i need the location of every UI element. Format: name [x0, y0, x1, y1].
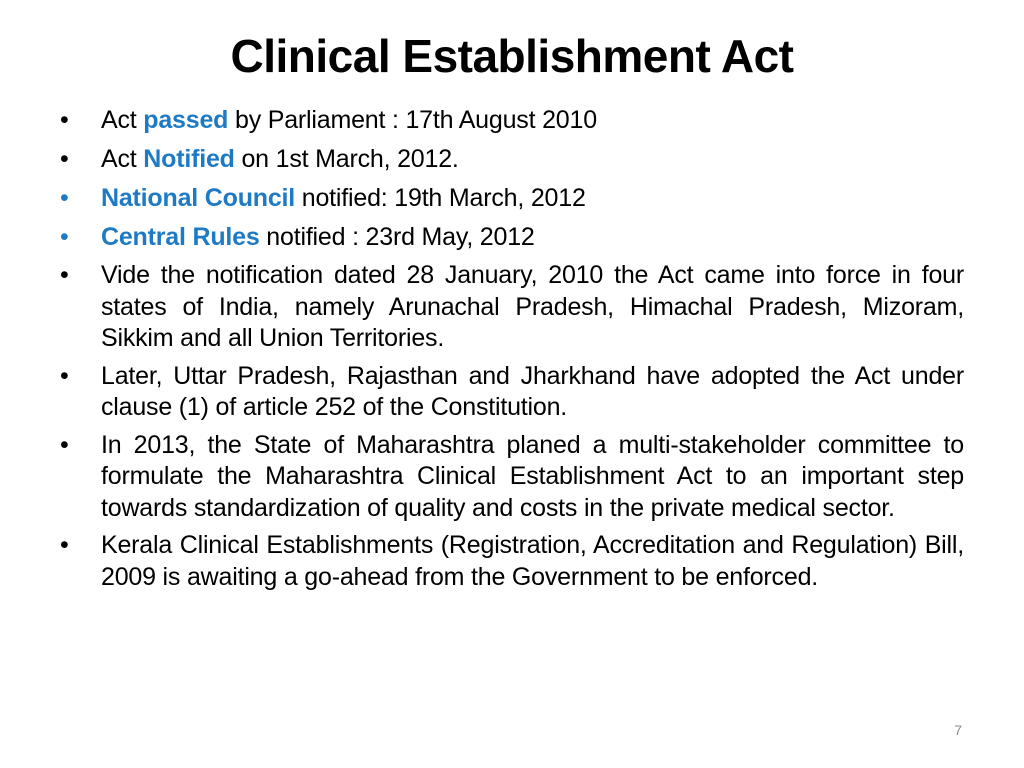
bullet-text: notified : 23rd May, 2012 — [259, 223, 535, 251]
bullet-dot: • — [60, 361, 69, 390]
bullet-text: notified: 19th March, 2012 — [295, 184, 586, 212]
bullet-item-kerala-bill — [60, 530, 964, 593]
bullet-text: Act — [101, 145, 144, 173]
bullet-text: Later, Uttar Pradesh, Rajasthan and Jharkhand have adopted the Act under clause (1) of article 252 of the Constitution. — [101, 361, 964, 421]
bullet-dot: • — [60, 430, 69, 459]
bullet-highlight: Notified — [143, 145, 235, 173]
bullet-dot: • — [60, 223, 69, 251]
bullet-highlight: National Council — [101, 184, 296, 212]
bullet-dot: • — [60, 106, 69, 134]
slide-title: Clinical Establishment Act — [230, 30, 794, 82]
bullet-dot: • — [60, 184, 69, 212]
bullet-dot: • — [60, 531, 69, 559]
bullet-item-national-council — [60, 182, 964, 215]
bullet-dot: • — [60, 261, 69, 289]
bullet-item-act-passed — [60, 104, 964, 137]
bullet-item-act-notified — [60, 143, 964, 176]
bullet-highlight: passed — [143, 106, 229, 134]
bullet-item-notification-2010 — [60, 260, 964, 355]
bullet-text: on 1st March, 2012. — [234, 145, 459, 173]
bullet-highlight: Central Rules — [101, 223, 260, 251]
bullet-item-maharashtra-2013 — [60, 430, 964, 525]
bullet-text: by Parliament : 17th August 2010 — [228, 106, 597, 134]
bullet-text: Act — [101, 106, 144, 134]
bullet-item-later-adoption — [60, 361, 964, 424]
bullet-list — [60, 104, 964, 599]
bullet-text: Kerala Clinical Establishments (Registration, Accreditation and Regulation) Bill, 2009 is awaiting a go-ahead from the Government to be enforced. — [101, 531, 964, 591]
bullet-text: Vide the notification dated 28 January, 2010 the Act came into force in four states of India, namely Arunachal Pradesh, Himachal Pradesh, Mizoram, Sikkim and all Union Territories. — [101, 261, 964, 352]
page-number: 7 — [954, 722, 962, 738]
bullet-item-central-rules — [60, 221, 964, 254]
bullet-text: In 2013, the State of Maharashtra planed a multi-stakeholder committee to formulate the Maharashtra Clinical Establishment Act to an important step towards standardization of quality and costs in the private medical sector. — [101, 430, 964, 522]
bullet-dot: • — [60, 145, 69, 173]
